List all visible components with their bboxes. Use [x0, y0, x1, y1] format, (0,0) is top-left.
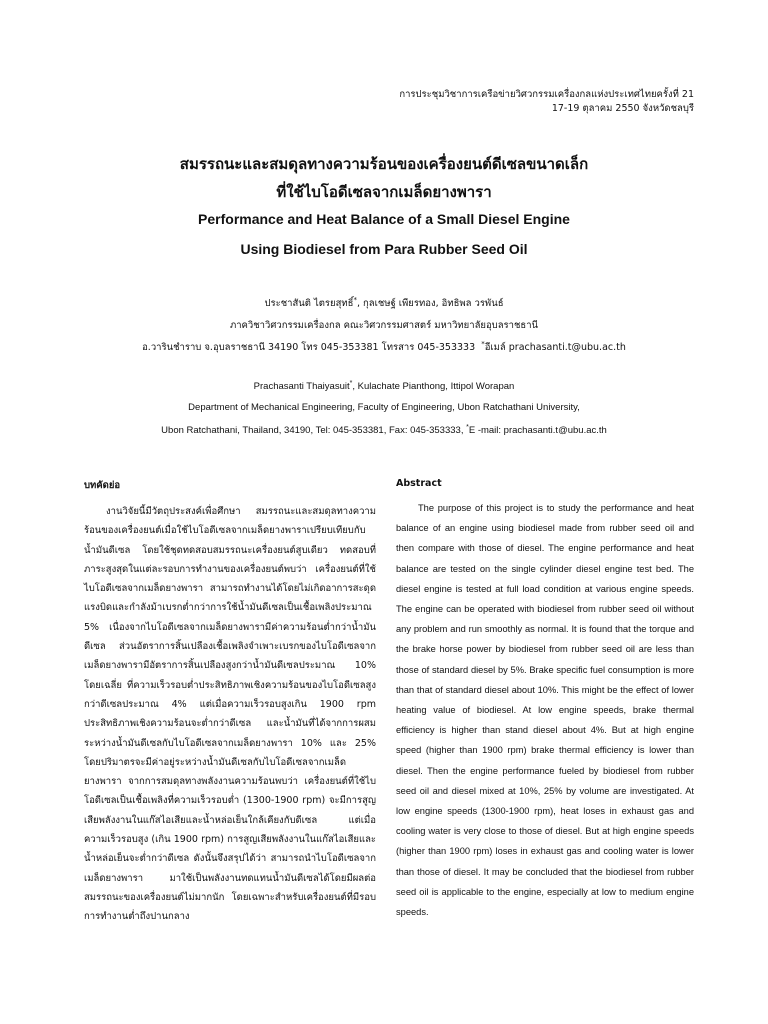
thai-first-author: ประชาสันติ ไตรยสุทธิ์	[264, 298, 354, 310]
thai-title-line-2: ที่ใช้ไบโอดีเซลจากเมล็ดยางพารา	[276, 183, 492, 201]
conference-header	[399, 88, 694, 116]
english-corresponding-mark: *	[349, 380, 353, 387]
conference-date-place: 17-19 ตุลาคม 2550 จังหวัดชลบุรี	[551, 103, 694, 114]
thai-abstract-heading: บทคัดย่อ	[84, 480, 121, 491]
english-title-line-2: Using Biodiesel from Para Rubber Seed Oil	[240, 241, 528, 257]
thai-address-line	[0, 340, 768, 355]
english-abstract-heading: Abstract	[396, 478, 442, 489]
thai-email: อีเมล์ prachasanti.t@ubu.ac.th	[484, 342, 626, 354]
english-abstract-column	[396, 478, 694, 922]
english-email: E -mail: prachasanti.t@ubu.ac.th	[468, 425, 607, 437]
thai-address: อ.วารินชำราบ จ.อุบลราชธานี 34190 โทร 045-353381 โทรสาร 045-353333	[142, 342, 476, 354]
thai-corresponding-mark: *	[353, 296, 357, 304]
thai-author-list	[0, 296, 768, 311]
conference-name: การประชุมวิชาการเครือข่ายวิศวกรรมเครื่องกลแห่งประเทศไทยครั้งที่ 21	[399, 89, 694, 100]
english-first-author: Prachasanti Thaiyasuit	[253, 381, 350, 393]
english-department: Department of Mechanical Engineering, Faculty of Engineering, Ubon Ratchathani University,	[188, 402, 580, 413]
thai-abstract-column	[84, 478, 376, 927]
thai-email-mark: *	[481, 340, 485, 348]
thai-abstract-body: งานวิจัยนี้มีวัตถุประสงค์เพื่อศึกษา สมรรถนะและสมดุลทางความร้อนของเครื่องยนต์เมื่อใช้ไบโอดีเซลจากเมล็ดยางพาราเปรียบเทียบกับน้ำมันดีเซล โดยใช้ชุดทดสอบสมรรถนะเครื่องยนต์สูบเดียว ทดสอบที่ภาระสูงสุดในแต่ละรอบการทำงานของเครื่องยนต์พบว่า เครื่องยนต์ที่ใช้ไบโอดีเซลจากเมล็ดยางพารา สามารถทำงานได้โดยไม่เกิดอาการสะดุด แรงบิดและกำลังม้าเบรกต่ำกว่าการใช้น้ำมันดีเซลเป็นเชื้อเพลิงประมาณ 5% เนื่องจากไบโอดีเซลจากเมล็ดยางพารามีค่าความร้อนต่ำกว่าน้ำมันดีเซล ส่วนอัตราการสิ้นเปลืองเชื้อเพลิงจำเพาะเบรกของไบโอดีเซลจากเมล็ดยางพารามีอัตราการสิ้นเปลืองสูงกว่าน้ำมันดีเซลประมาณ 10% โดยเฉลี่ย ที่ความเร็วรอบต่ำประสิทธิภาพเชิงความร้อนของไบโอดีเซลสูงกว่าดีเซลประมาณ 4% แต่เมื่อความเร็วรอบสูงเกิน 1900 rpm ประสิทธิภาพเชิงความร้อนจะต่ำกว่าดีเซล และน้ำมันที่ได้จากการผสมระหว่างน้ำมันดีเซลกับไบโอดีเซลจากเมล็ดยางพารา 10% และ 25% โดยปริมาตรจะมีค่าอยู่ระหว่างน้ำมันดีเซลกับไบโอดีเซลจากเมล็ดยางพารา จากการสมดุลทางพลังงานความร้อนพบว่า เครื่องยนต์ที่ใช้ไบโอดีเซลเป็นเชื้อเพลิงที่ความเร็วรอบต่ำ (1300-1900 rpm) จะมีการสูญเสียพลังงานในแก๊สไอเสียและน้ำหล่อเย็นใกล้เคียงกับดีเซล แต่เมื่อความเร็วรอบสูง (เกิน 1900 rpm) การสูญเสียพลังงานในแก๊สไอเสียและน้ำหล่อเย็นจะต่ำกว่าดีเซล ดังนั้นจึงสรุปได้ว่า สามารถนำไบโอดีเซลจากเมล็ดยางพารา มาใช้เป็นพลังงานทดแทนน้ำมันดีเซลได้โดยมีผลต่อสมรรถนะของเครื่องยนต์ไม่มากนัก โดยเฉพาะสำหรับเครื่องยนต์ที่มีรอบการทำงานต่ำถึงปานกลาง	[84, 506, 376, 923]
english-address: Ubon Ratchathani, Thailand, 34190, Tel: 045-353381, Fax: 045-353333,	[161, 425, 464, 437]
english-abstract-body: The purpose of this project is to study the performance and heat balance of an engine using biodiesel made from rubber seed oil and then compare with those of diesel. The engine performance and heat balance are tested on the single cylinder diesel engine test bed. The diesel engine is tested at full load condition at various engine speeds. The engine can be operated with biodiesel from rubber seed oil without any problem and run smoothly as normal. It is found that the torque and the brake horse power by biodiesel from rubber seed oil are less than those of standard diesel by 5%. Brake specific fuel consumption is more than that of standard diesel about 10%. This might be the effect of lower heating value of biodiesel. At low engine speeds, brake thermal efficiency is higher than stand diesel about 4%. But at high engine speed (higher than 1900 rpm) brake thermal efficiency is lower than diesel. Then the engine performance fueled by biodiesel from rubber seed oil and diesel mixed at 10%, 25% by volume are investigated. At low engine speeds (1300-1900 rpm), heat loses in exhaust gas and cooling water is very close to those of diesel. But at high engine speeds (higher than 1900 rpm) loses in exhaust gas and cooling water is lower than those of diesel. It may be concluded that the biodiesel from rubber seed oil is applicable to the engine, especially at low to medium engine speeds.	[396, 503, 694, 918]
english-address-line	[0, 424, 768, 436]
thai-affiliation: ภาควิชาวิศวกรรมเครื่องกล คณะวิศวกรรมศาสตร์ มหาวิทยาลัยอุบลราชธานี	[229, 320, 539, 331]
english-title-line-1: Performance and Heat Balance of a Small Diesel Engine	[198, 211, 570, 227]
english-author-list	[0, 380, 768, 392]
thai-title-line-1: สมรรถนะและสมดุลทางความร้อนของเครื่องยนต์ดีเซลขนาดเล็ก	[179, 155, 589, 173]
thai-co-authors: , กุลเชษฐ์ เพียรทอง, อิทธิพล วรพันธ์	[356, 298, 504, 310]
english-co-authors: , Kulachate Pianthong, Ittipol Worapan	[352, 381, 515, 393]
english-email-mark: *	[466, 424, 469, 431]
